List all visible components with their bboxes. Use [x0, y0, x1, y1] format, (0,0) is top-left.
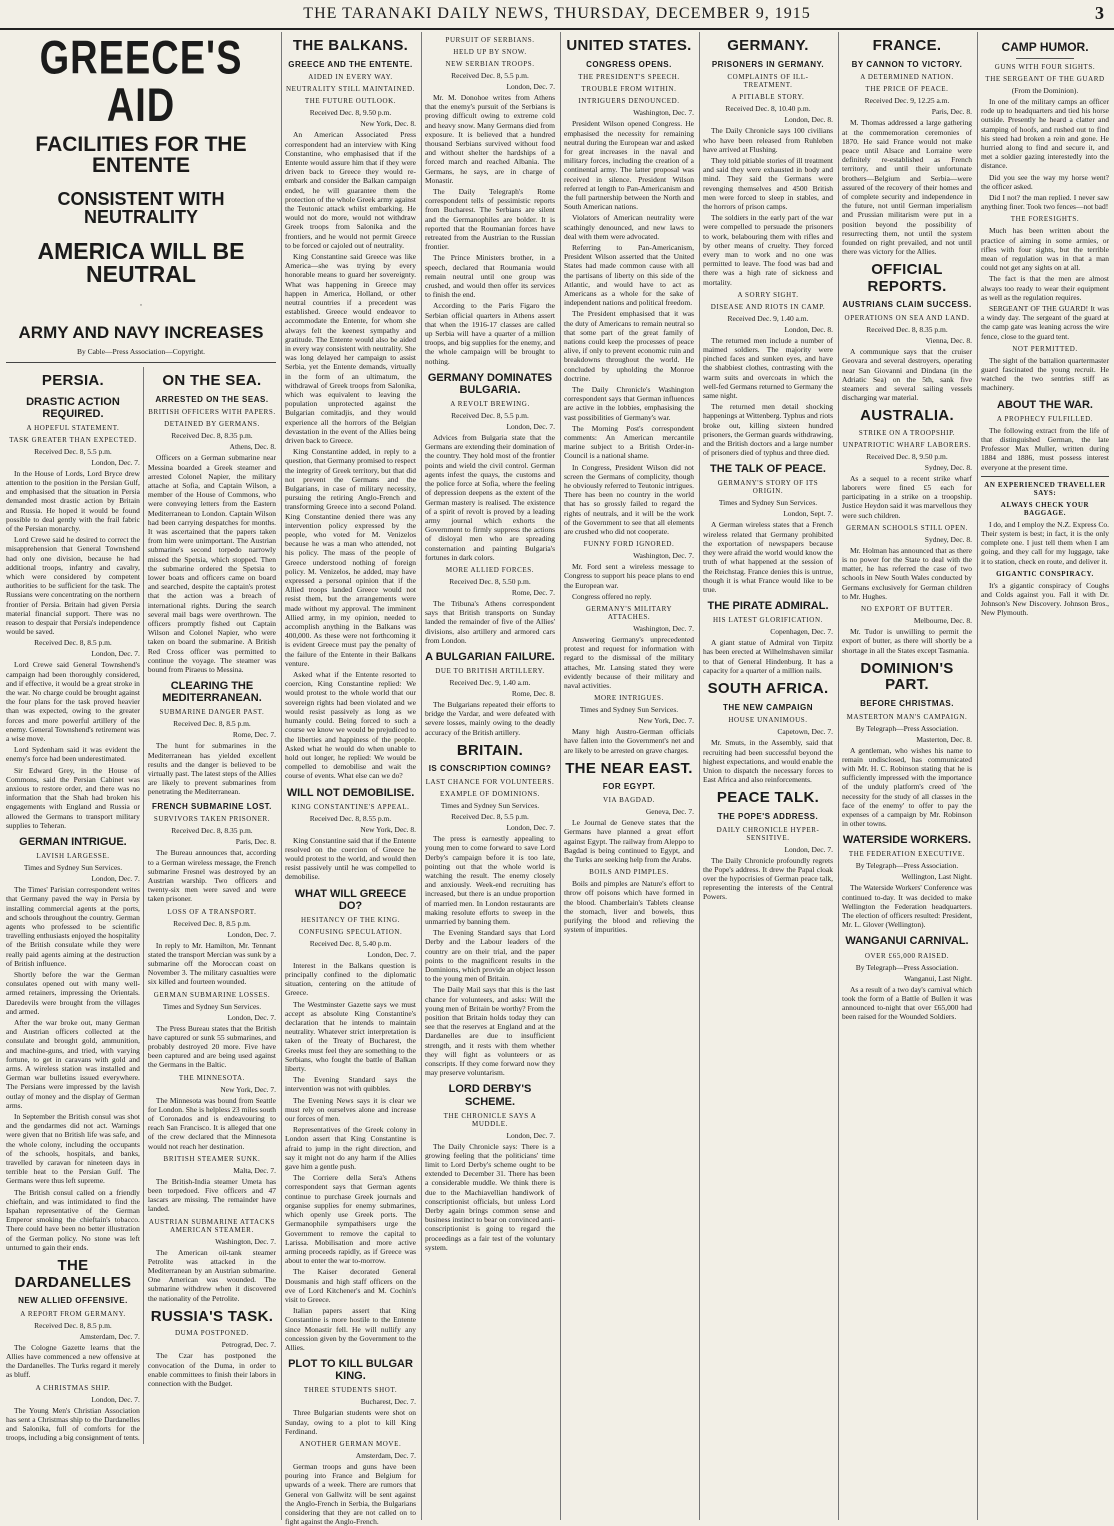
- ad-traveller: AN EXPERIENCED TRAVELLER SAYS:: [984, 480, 1106, 497]
- sub-sorry: A SORRY SIGHT.: [737, 290, 799, 299]
- sub-hopeful: A HOPEFUL STATEMENT.: [26, 423, 120, 432]
- sub-sergeant: THE SERGEANT OF THE GUARD: [985, 75, 1105, 83]
- paragraph: The Young Men's Christian Association has sent a Christmas ship to the Dardanelles and Salonika, full of comforts for the troops, including a big consignment of tents.: [6, 1405, 140, 1443]
- paragraph: The Evening Standard says the intervention was not with quibbles.: [285, 1075, 416, 1094]
- dateline: London, Dec. 7.: [227, 929, 276, 939]
- sub-pursuit: PURSUIT OF SERBIANS.: [445, 36, 535, 44]
- heading-pope: THE POPE'S ADDRESS.: [717, 811, 819, 821]
- dateline: London, Dec. 7.: [367, 949, 416, 959]
- divider: [981, 476, 1109, 477]
- masthead: [0, 0, 1114, 30]
- dateline: London, Dec. 7.: [506, 823, 555, 833]
- sub-report: A REPORT FROM GERMANY.: [20, 1309, 126, 1318]
- sub-appeal: KING CONSTANTINE'S APPEAL.: [291, 802, 410, 811]
- column-7: [838, 32, 975, 1520]
- sub-confusing: CONFUSING SPECULATION.: [298, 927, 403, 936]
- received-line: Received Dec. 9, 1.40 a.m.: [449, 678, 531, 688]
- heading-waterside: WATERSIDE WORKERS.: [842, 834, 972, 847]
- paragraph: The Bulgarians repeated their efforts to bridge the Vardar, and were defeated with severe losses, mainly owing to the deadly accuracy of the British artillery.: [425, 700, 555, 737]
- heading-south-africa: SOUTH AFRICA.: [707, 680, 829, 698]
- paragraph: In reply to Mr. Hamilton, Mr. Tennant stated the transport Mercian was sunk by a submarine off the Moroccan coast on November 3. The military casualties were six killed and fourteen wounded.: [147, 940, 276, 987]
- sub-hesitancy: HESITANCY OF THE KING.: [301, 915, 400, 924]
- paragraph: A giant statue of Admiral von Tirpitz has been erected at Wilhelmshaven similar to that of General Hindenburg. It has a capacity for a quarter of a million nails.: [703, 638, 833, 675]
- sub-house: HOUSE UNANIMOUS.: [728, 716, 808, 725]
- paragraph: Italian papers assert that King Constantine is more hostile to the Entente since Monastir fell. He will nullify any concession given by the Government to the Allies.: [285, 1306, 416, 1352]
- received-line: Received Dec. 8, 5.40 p.m.: [309, 938, 392, 948]
- paragraph: The Evening Standard says that Lord Derby and the Labour leaders of the country are on their trial, and the paper points to the magnificent results in the Dominions, which provide an object lesson to the young men of Britain.: [425, 928, 555, 984]
- sub-chronicle: DAILY CHRONICLE HYPER-SENSITIVE.: [716, 825, 820, 842]
- telegraph-line: By Telegraph—Press Association.: [855, 962, 959, 972]
- column-5: [560, 32, 697, 1520]
- sub-lavish: LAVISH LARGESSE.: [36, 852, 110, 861]
- heading-christmas: BEFORE CHRISTMAS.: [860, 698, 954, 708]
- heading-about-war: ABOUT THE WAR.: [997, 398, 1093, 411]
- received-line: Received Dec. 8, 9.50 p.m.: [866, 451, 948, 461]
- paragraph: The Czar has postponed the convocation of the Duma, in order to enable committees to finish their labors in connection with the Budget.: [147, 1351, 276, 1388]
- dateline: Geneva, Dec. 7.: [645, 807, 694, 817]
- heading-britain: BRITAIN.: [456, 741, 524, 759]
- headline-neutrality: CONSISTENT WITH NEUTRALITY: [57, 189, 225, 227]
- paragraph: Shortly before the war the German consulates opened out with many well-armed retainers, impressing the Orientals. Daredevils were brought from the villages and armed.: [6, 969, 140, 1016]
- sub-complaints: COMPLAINTS OF ILL-TREATMENT.: [727, 73, 809, 90]
- paragraph: The returned men include a number of maimed soldiers. The majority were pinched faces and sunken eyes, and have the shabbiest clothes, contrasting with the warm suits and overcoats in which the well-fed Germans returned to Germany the same night.: [703, 335, 833, 400]
- dateline: London, Dec. 7.: [506, 1130, 555, 1140]
- paragraph: In September the British consul was shot and the gendarmes did not act. Warnings were given that no British life was safe, and the whole colony, including the occupants of the schools, hospitals, and banks, travelled by caravan for nineteen days in terrible heat to the Persian Gulf. The Germans were thus left supreme.: [6, 1111, 140, 1186]
- sub-artillery: DUE TO BRITISH ARTILLERY.: [435, 667, 545, 676]
- column-8: [977, 32, 1112, 1520]
- column-6: [699, 32, 836, 1520]
- dateline: Malta, Dec. 7.: [233, 1165, 276, 1175]
- received-line: Received Dec. 8, 8.5 p.m.: [34, 1320, 112, 1330]
- paragraph: The Daily Chronicle says 100 civilians who have been released from Ruhleben have arrived at Flushing.: [703, 126, 833, 154]
- heading-derby: LORD DERBY'S SCHEME.: [448, 1083, 532, 1108]
- paragraph: The President emphasised that it was the duty of Americans to remain neutral so that some part of the great family of nations could keep the processes of peace alive, if only to prevent economic ruin and breakdowns throughout the world. He concluded by upholding the Monroe doctrine.: [564, 309, 694, 383]
- sub-schools: GERMAN SCHOOLS STILL OPEN.: [846, 523, 968, 532]
- paragraph: The Waterside Workers' Conference was continued to-day. It was decided to make Wellington the Federation headquarters. The election of officers resulted: President, Mr. L. Glover (Wellington).: [842, 883, 972, 930]
- sub-last-chance: LAST CHANCE FOR VOLUNTEERS.: [425, 778, 555, 787]
- paragraph: The Westminster Gazette says we must accept as absolute King Constantine's declaration that he intends to maintain neutrality. Whatever strict interpretation is taken of the Treaty of Bucharest, the Greeks must feel they are something to the Serbians, who fought the battle of Balkan liberty.: [285, 999, 416, 1074]
- ad-paragraph: It's a gigantic conspiracy of Coughs and Colds against you. Fall it with Dr. Johnson's New Discovery. Johnson Bros., New Plymouth.: [981, 580, 1109, 618]
- heading-camp-humor: CAMP HUMOR.: [1001, 40, 1089, 54]
- headline-greece-aid: GREECE'S AID: [39, 32, 243, 132]
- sub-wharf: UNPATRIOTIC WHARF LABORERS.: [842, 440, 972, 449]
- dateline: Rome, Dec. 7.: [511, 587, 555, 597]
- paragraph: The British consul called on a friendly chieftain, and was intimidated to find the Ispahan representative of the German Emperor smoking the chieftain's tobacco. There could have been no better illustration of the German policy. No stone was left unturned to gain their ends.: [6, 1187, 140, 1252]
- paragraph: The Daily Chronicle profoundly regrets the Pope's address. It drew the Papal cloak over the hypocrisies of German peace talk, representing the interests of the Central Powers.: [703, 855, 833, 902]
- paragraph: The hunt for submarines in the Mediterranean has yielded excellent results and the danger is believed to be virtually past. The latest steps of the Allies are likely to prevent submarines from penetrating the Mediterranean.: [147, 741, 276, 797]
- dateline: Bucharest, Dec. 7.: [360, 1397, 416, 1407]
- dateline: Washington, Dec. 7.: [633, 624, 694, 634]
- paragraph: The fact is that the men are almost always too ready to wear their equipment as well as the regulation requires.: [981, 274, 1109, 302]
- sub-duma: DUMA POSTPONED.: [174, 1329, 249, 1338]
- paragraph: The British-India steamer Umeta has been torpedoed. Five officers and 47 lascars are missing. The remainder have landed.: [147, 1176, 276, 1214]
- paragraph: M. Thomas addressed a large gathering at the commemoration ceremonies of 1870. He said France would not make peace until Alsace and Lorraine were definitely re-established as French territory, and until their unfortunate brothers—Belgium and Serbia—were assured of the recovery of their homes and of complete security and independence in the future, not until German imperialism and Prussian militarism were put in a position beyond the possibility of resurrecting them, not until the system founded on right prevailed, and not until there was victory for the Allies.: [842, 118, 972, 257]
- sub-chronicle: THE CHRONICLE SAYS A MUDDLE.: [443, 1111, 537, 1128]
- dateline: Amsterdam, Dec. 7.: [79, 1331, 140, 1341]
- column-4: [421, 32, 558, 1520]
- heading-plot: PLOT TO KILL BULGAR KING.: [288, 1358, 413, 1383]
- heading-wanganui: WANGANUI CARNIVAL.: [845, 935, 969, 948]
- paragraph: The press is earnestly appealing to young men to come forward to save Lord Derby's campaign before it is too late, pointing out that the whole world is watching the result. The enemy closely and anxiously. Week-end recruiting has increased, but there is an undue proportion of married men. In London restaurants are making resolute efforts to sweep in the unmarried by banning them.: [425, 834, 555, 926]
- dateline: Petrograd, Dec. 7.: [221, 1340, 276, 1350]
- paragraph: A German wireless states that a French wireless related that Germany prohibited the exportation of newspapers because they were afraid the world would know the truth of what happened at the session of the Reichstag. France denies this is untrue, though it is what France would like to be true.: [703, 520, 833, 594]
- column-3: [281, 32, 419, 1526]
- sub-loss: LOSS OF A TRANSPORT.: [167, 907, 257, 916]
- byline: By Cable—Press Association—Copyright.: [76, 347, 206, 356]
- source-line: (From the Dominion).: [1011, 86, 1079, 95]
- heading-dominion: DOMINION'S PART.: [860, 659, 954, 694]
- dateline: Washington, Dec. 7.: [215, 1236, 276, 1246]
- sub-export: NO EXPORT OF BUTTER.: [861, 605, 953, 614]
- heading-peace-talk-1: THE TALK OF PEACE.: [710, 463, 826, 476]
- paragraph: Answering Germany's unprecedented protest and request for information with regard to the dismissal of the military attaches, Mr. Lansing stated they were evidently because of their military and naval activities.: [564, 635, 694, 691]
- headline-army-navy: ARMY AND NAVY INCREASES: [18, 323, 264, 342]
- sub-new-troops: NEW SERBIAN TROOPS.: [445, 60, 535, 68]
- heading-official: OFFICIAL REPORTS.: [867, 261, 947, 295]
- heading-dardanelles: THE DARDANELLES: [14, 1257, 132, 1291]
- heading-conscription: IS CONSCRIPTION COMING?: [428, 764, 552, 774]
- paragraph: German troops and guns have been pouring into France and Belgium for upwards of a week. There are rumors that General von Gallwitz will be sent against the Anglo-French in Serbia, the Bulgarians considering that they are not called on to fight against the Anglo-French.: [285, 1461, 416, 1526]
- dateline: Wellington, Last Night.: [901, 872, 972, 882]
- paragraph: A gentleman, who wishes his name to remain undisclosed, has communicated with Mr. H. C. Robinson stating that he is sufficiently impressed with the importance of the unduly platform's creed of 'the necessity for the study of all classes in the face of the enemy' to offer to pay the expenses of a campaign by Mr. Robinson in other towns.: [842, 745, 972, 829]
- telegraph-line: By Telegraph—Press Association.: [855, 723, 959, 733]
- paragraph: Much has been written about the practice of aiming in some armies, or rifles with four sights, but the terrible mean of regulation was in that a man could not get any sights on at all.: [981, 226, 1109, 273]
- paragraph: Lord Crewe said General Townshend's campaign had been thoroughly considered, and if effective, it would be a great stroke in the war. No charge could be brought against the four plans for the task proved heavier than was expected, owing to the greater forces and more powerful artillery of the enemy. General Townshend's retirement was a wise move.: [6, 660, 140, 743]
- received-line: Received Dec. 8, 8.55 p.m.: [309, 813, 392, 823]
- paragraph: The Kaiser decorated General Dousmanis and high staff officers on the eve of Lord Kitchener's and M. Cochin's visit to Greece.: [285, 1267, 416, 1304]
- dateline: London, Dec. 7.: [91, 1394, 140, 1404]
- heading-france: FRANCE.: [872, 37, 942, 54]
- heading-us: UNITED STATES.: [566, 37, 692, 54]
- headline-america: AMERICA WILL BE NEUTRAL: [37, 238, 245, 287]
- sub-attaches: GERMANY'S MILITARY ATTACHES.: [585, 605, 673, 622]
- dateline: Wanganui, Last Night.: [904, 973, 972, 983]
- service-line: Times and Sydney Sun Services.: [162, 1001, 262, 1011]
- paragraph: The Daily Telegraph's Rome correspondent tells of pessimistic reports from Bucharest. The Serbians are silent and the Germanophiles are bolder. It is reported that the Roumanian forces have retreated from the Austrian to the Russian frontier.: [425, 187, 555, 252]
- sub-masterton: MASTERTON MAN'S CAMPAIGN.: [846, 712, 968, 721]
- paragraph: Three Bulgarian students were shot on Sunday, owing to a plot to kill King Ferdinand.: [285, 1408, 416, 1436]
- paragraph: King Constantine added, in reply to a question, that Germany promised to respect the integrity of Greek territory, but that did not prevent the Germans and the Bulgarians, in case of military necessity, pursuing the retiring Anglo-French and transforming Greece into a second Poland. King Constantine denied there was any intervention policy expressed by the people, who voted for M. Venizelos because he was a man who attended, not his policy. The mass of the people of Greece understood nothing of foreign policy. M. Venizelos, he added, may have expressed a personal opinion that if the Allied troops landed Greece would not resist them, but the arrangements were made without my approval. The imminent Allied army, in my opinion, needed to accomplish anything in the Balkans was 400,000. As these were not forthcoming it is evident Greece must pay the penalty of the failure of the Entente in their Balkans venture.: [285, 447, 416, 668]
- ad-luggage: ALWAYS CHECK YOUR BAGGAGE.: [1000, 500, 1090, 517]
- paragraph: Did I not? the man replied. I never saw anything finer. Took two fences—not bad!: [981, 193, 1109, 212]
- paragraph: King Constantine said Greece was like America—she was trying by every honorable means to guard her sovereignty. What was happening in Greece may happen in America, Holland, or other neutral countries if a precedent was established. Greece would endeavor to accommodate the Entente, for whom she always felt the keenest sympathy and gratitude. The Entente would also be aided in every way consistent with neutrality. She was long delayed her campaign to assist Serbia, yet the Entente demands, virtually in the form of an ultimatum, the withdrawal of Greek troops from Salonika, which was equivalent to leaving the population unprotected against the Bulgarian comitadjis, and they would experience all the horrors of the Belgian devastation in the event of the Allies being driven back to Greece.: [285, 251, 416, 445]
- received-line: Received Dec. 8, 5.5 p.m.: [451, 411, 529, 421]
- paragraph: The Corriere della Sera's Athens correspondent says that German agents continue to purchase Greek journals and organise supplies for enemy submarines, which openly use Greek ports. The Germanophile sympathisers urge the Government to remove the capital to Larissa. Mobilisation and more active arming proceeds rapidly, as if Greece was about to enter the war to-morrow.: [285, 1173, 416, 1266]
- paragraph: President Wilson opened Congress. He emphasised the necessity for remaining neutral during the European war and asked for great increases in the naval and military forces, including the creation of a continental army. The latter proposal was received in silence. President Wilson referred at length to Pan-Americanism and the full partnership between the North and South American nations.: [564, 119, 694, 212]
- dateline: Amsterdam, Dec. 7.: [355, 1450, 416, 1460]
- heading-drastic: DRASTIC ACTION REQUIRED.: [26, 395, 120, 420]
- headline-facilities: FACILITIES FOR THE ENTENTE: [35, 133, 247, 177]
- dateline: Melbourne, Dec. 8.: [913, 616, 972, 626]
- received-line: Received Dec. 8, 5.5 p.m.: [451, 71, 529, 80]
- masthead-title: THE TARANAKI DAILY NEWS, THURSDAY, DECEMBER 9, 1915: [303, 5, 811, 22]
- heading-australia: AUSTRALIA.: [860, 407, 954, 425]
- paragraph: The Daily Chronicle's Washington correspondent says that German influences are active in the lobbies, emphasising the vast possibilities of Germany's war.: [564, 384, 694, 422]
- separator-dot: ·: [139, 300, 143, 310]
- sub-detained: DETAINED BY GERMANS.: [164, 420, 260, 429]
- paragraph: The Cologne Gazette learns that the Allies have commenced a new offensive at the Dardanelles. The Turks regard it merely as bluff.: [6, 1342, 140, 1380]
- paragraph: In one of the military camps an officer rode up to headquarters and tied his horse outside. Presently he heard a clatter and stamping of hoofs, and rushed out to find his steed had broken a rein and gone. He hurried along to find and secure it, and met a soldier gazing interestedly into the distance.: [981, 97, 1109, 171]
- sub-aided: AIDED IN EVERY WAY.: [308, 73, 393, 82]
- heading-admiral: THE PIRATE ADMIRAL.: [707, 600, 829, 613]
- heading-what-greece: WHAT WILL GREECE DO?: [294, 887, 407, 912]
- dateline: New York, Dec. 8.: [360, 824, 416, 834]
- dateline: Copenhagen, Dec. 7.: [770, 627, 833, 637]
- dateline: Capetown, Dec. 7.: [777, 727, 833, 737]
- sub-federation: THE FEDERATION EXECUTIVE.: [848, 850, 966, 859]
- sub-officers: BRITISH OFFICERS WITH PAPERS.: [148, 408, 276, 417]
- sub-origin: GERMANY'S STORY OF ITS ORIGIN.: [717, 479, 819, 496]
- sub-intrigues: MORE INTRIGUES.: [594, 694, 664, 703]
- sub-neutrality: NEUTRALITY STILL MAINTAINED.: [285, 85, 416, 94]
- paragraph: Referring to Pan-Americanism, President Wilson asserted that the United States had made common cause with all the partisans of liberty on this side of the Atlantic, and would have to act as Americans as a whole for the sake of independent nations and political freedom.: [564, 242, 694, 308]
- paragraph: In Congress, President Wilson did not screen the Germans of complicity, though he obviously referred to Teutonic intrigues. There has been no country in the world that has so grossly failed to regard the rights of neutrals, and it will be the work of the Government to see that all elements are crushed who did not cooperate.: [564, 462, 694, 537]
- paragraph: In the House of Lords, Lord Bryce drew attention to the position in the Persian Gulf, and emphasised that the situation in Persia demanded most drastic action by Britain and Russia. He hoped it would be found possible to deal gently with the frail fabric of the Persian monarchy.: [6, 468, 140, 533]
- sub-shot: THREE STUDENTS SHOT.: [303, 1386, 398, 1395]
- sub-ford: FUNNY FORD IGNORED.: [583, 540, 675, 549]
- sub-guns: GUNS WITH FOUR SIGHTS.: [994, 63, 1096, 71]
- received-line: Received Dec. 8, 5.50 p.m.: [449, 576, 531, 586]
- sub-another: ANOTHER GERMAN MOVE.: [299, 1439, 402, 1448]
- paragraph: Congress offered no reply.: [572, 591, 652, 601]
- sub-steamer: BRITISH STEAMER SUNK.: [163, 1154, 261, 1163]
- heading-peace-talk: PEACE TALK.: [716, 789, 820, 807]
- sub-austrian: AUSTRIAN SUBMARINE ATTACKS AMERICAN STEAMER.: [148, 1217, 276, 1234]
- paragraph: Interest in the Balkans question is principally confined to the diplomatic situation, centering on the attitude of Greece.: [285, 960, 416, 998]
- received-line: Received Dec. 8, 8.5 p.m.: [173, 918, 251, 928]
- received-line: Received Dec. 8, 8.5 p.m.: [173, 719, 251, 729]
- paragraph: Mr. M. Donohoe writes from Athens that the enemy's pursuit of the Serbians is proving difficult owing to extreme cold and heavy snow. Many Germans died from exposure. It is believed that a hundred thousand Serbians survived without food and without shelter the hardships of a forced march and reached Albania. The Germans, he says, are in charge of Monastir.: [425, 93, 555, 185]
- heading-campaign: THE NEW CAMPAIGN: [722, 702, 814, 712]
- sub-survivors: SURVIVORS TAKEN PRISONER.: [153, 815, 271, 824]
- sub-operations: OPERATIONS ON SEA AND LAND.: [844, 314, 970, 323]
- sub-minnesota: THE MINNESOTA.: [178, 1073, 246, 1082]
- dateline: Rome, Dec. 8.: [511, 689, 555, 699]
- dateline: Sydney, Dec. 8.: [924, 462, 972, 472]
- sub-trouble: TROUBLE FROM WITHIN.: [581, 85, 677, 94]
- paragraph: Le Journal de Geneve states that the Germans have planned a great effort against Egypt. The railway from Aleppo to Bagdad is being continued to Egypt, and the Turks are seeking help from the Arabs.: [564, 818, 694, 864]
- paragraph: Mr. Tudor is unwilling to permit the export of butter, as there will shortly be a shortage in all the States except Tasmania.: [842, 627, 972, 655]
- sub-example: EXAMPLE OF DOMINIONS.: [440, 790, 540, 799]
- paragraph: Many high Austro-German officials have fallen into the Government's net and are likely to be arrested on grave charges.: [564, 727, 694, 755]
- sub-boils: BOILS AND PIMPLES.: [589, 868, 669, 877]
- dateline: London, Sept. 7.: [783, 509, 833, 519]
- paragraph: Boils and pimples are Nature's effort to throw off poisons which have formed in the blood. Chamberlain's Tablets cleanse the stomach, liver and bowels, thus purifying the blood and relieving the system of impurities.: [564, 879, 694, 935]
- paragraph: Asked what if the Entente resorted to coercion, King Constantine replied: We would protest to the whole world that our sovereign rights had been violated and we would resist passively as long as we humanly could. Being forced to such a course we know we would be prejudiced to the liberties and happiness of the people. Asked what he would do when unable to hold out longer, he replied: We would be compelled to demobilise and wait the course of events. What else can we do?: [285, 670, 416, 781]
- sub-price: THE PRICE OF PEACE.: [865, 85, 949, 94]
- paragraph: The Times' Parisian correspondent writes that Germany paved the way in Persia by installing commercial agents at the ports, and schools throughout the country. German agents who professed to be scientific travelling enthusiasts enjoyed the hospitality of the British consulate while they were really paid agents aiming at the destruction of British influence.: [6, 885, 140, 968]
- paragraph: They told pitiable stories of ill treatment and said they were exhausted in body and mind. They said the Germans were revenging themselves and 4500 British men were forced to sleep in stables, and the horrors of prison camps.: [703, 155, 833, 211]
- sub-revolt: A REVOLT BREWING.: [450, 400, 530, 409]
- heading-on-the-sea: ON THE SEA.: [162, 372, 262, 389]
- paragraph: The Tribuna's Athens correspondent says that British transports on Sunday landed the remainder of five of the Allies' divisions, also artillery and armored cars from London.: [425, 598, 555, 645]
- received-line: Received Dec. 8, 5.5 p.m.: [34, 446, 112, 456]
- dateline: London, Dec. 7.: [91, 874, 140, 884]
- service-line: Times and Sydney Sun Services.: [440, 801, 540, 811]
- heading-entente: GREECE AND THE ENTENTE.: [288, 59, 413, 69]
- paragraph: Mr. Smuts, in the Assembly, said that recruiting had been successful beyond the highest expectations, and would enable the Union to dispatch the necessary forces to East Africa and also reinforcements.: [703, 738, 833, 785]
- paragraph: As a result of a two day's carnival which took the form of a Battle of Bullen it was announced to-night that over £65,000 had been raised for the Wounded Soldiers.: [842, 984, 972, 1022]
- sub-task: TASK GREATER THAN EXPECTED.: [9, 435, 137, 444]
- sub-snow: HELD UP BY SNOW.: [453, 48, 527, 56]
- received-line: Received Dec. 9, 1.40 a.m.: [727, 313, 809, 323]
- paragraph: The Bureau announces that, according to a German wireless message, the French submarine Fresnel was destroyed by an Austrian warship. Two officers and twenty-six men were saved and were taken prisoner.: [147, 848, 276, 904]
- heading-french-sub: FRENCH SUBMARINE LOST.: [152, 801, 272, 811]
- sub-prophecy: A PROPHECY FULFILLED.: [996, 414, 1094, 423]
- paragraph: The Press Bureau states that the British have captured or sunk 55 submarines, and probably destroyed 20 more. Five have been captured and are being used against the Germans in the Baltic.: [147, 1023, 276, 1070]
- dateline: New York, Dec. 7.: [638, 716, 694, 726]
- paragraph: King Constantine said that if the Entente resolved on the coercion of Greece he would protest to the world, and would then resist passively until he was compelled to demobilise.: [285, 835, 416, 882]
- dateline: London, Dec. 7.: [91, 457, 140, 467]
- service-line: Times and Sydney Sun Services.: [718, 498, 818, 508]
- paragraph: After the war broke out, many German and Austrian officers collected at the consulate and brought gold, ammunition, and machine-guns, and tried, with varying fortune, to get in caravans with gold and arms. A wireless station was installed and German war bulletins issued everywhere. The Persians were impressed by the lavish outlay of money and the display of German arms.: [6, 1017, 140, 1110]
- dateline: London, Dec. 8.: [784, 324, 833, 334]
- paragraph: According to the Paris Figaro the Serbian official quarters in Athens assert that when the 1916-17 classes are called up Serbia will have a quarter of a million troops, and big supplies for the enemy, and the whole campaign will be brought to nothing.: [425, 301, 555, 366]
- paragraph: The sight of the battalion quartermaster guard fascinated the young recruit. He watched the two sentries stiff as machinery.: [981, 355, 1109, 393]
- divider: [6, 362, 276, 363]
- col1-split: [6, 367, 276, 1444]
- sub-speech: THE PRESIDENT'S SPEECH.: [578, 73, 680, 82]
- dateline: Rome, Dec. 7.: [232, 730, 276, 740]
- received-line: Received Dec. 8, 5.5 p.m.: [451, 812, 529, 822]
- sub-glorification: HIS LATEST GLORIFICATION.: [713, 616, 823, 625]
- paragraph: An American Associated Press correspondent had an interview with King Constantine, who emphasised that if the Entente would assure him that if they were driven back to Greece they would re-embark and consider the Balkan campaign ended, he will guarantee them the protection of the whole Greek army against the Teutonic attack whilst embarking. He would not do more, would not withdraw Greek troops from Salonika and the frontiers, and he would not permit Greece to be forced or cajoled out of neutrality.: [285, 130, 416, 250]
- col2-embedded: [148, 367, 276, 1444]
- dateline: Masterton, Dec. 8.: [916, 734, 972, 744]
- ad-paragraph: I do, and I employ the N.Z. Express Co. Their system is best; in fact, it is the only complete one. I just tell them when I am going, and they call for my luggage, take it to station, check en route, and deliver it.: [981, 519, 1109, 566]
- dateline: Washington, Dec. 7.: [633, 551, 694, 561]
- sub-outlook: THE FUTURE OUTLOOK.: [304, 97, 397, 106]
- heading-new-offensive: NEW ALLIED OFFENSIVE.: [18, 1296, 128, 1306]
- heading-clearing: CLEARING THE MEDITERRANEAN.: [162, 680, 262, 705]
- heading-dominates: GERMANY DOMINATES BULGARIA.: [427, 371, 553, 396]
- column-1: [3, 32, 279, 1520]
- paragraph: Representatives of the Greek colony in London assert that King Constantine is afraid to jump in the right direction, and say it might not do any harm if the Allies gave him a gentle push.: [285, 1125, 416, 1172]
- paragraph: As a sequel to a recent strike wharf laborers were fined £5 each for participating in a strike on a troopship. Justice Heydon said it was marvellous they were such children.: [842, 473, 972, 520]
- paragraph: The Minnesota was bound from Seattle for London. She is helpless 23 miles south of Coronados and is endeavouring to reach San Francisco. It is alleged that one of the crew declared that the Minnesota would not reach her destination.: [147, 1095, 276, 1151]
- paragraph: Mr. Holman has announced that as there is no power for the State to deal with the matter, he has referred the case of two schools in New South Wales conducted by Germans exclusively for German children to Mr. Hughes.: [842, 545, 972, 601]
- dateline: Paris, Dec. 8.: [931, 107, 972, 117]
- dateline: Vienna, Dec. 8.: [925, 336, 972, 346]
- paragraph: The following extract from the life of that distinguished German, the late Professor Max Muller, written during 1884 and 1886, must possess interest everyone at the present time.: [981, 425, 1109, 472]
- ad-gigantic: GIGANTIC CONSPIRACY.: [996, 569, 1094, 578]
- service-line: Times and Sydney Sun Services.: [579, 705, 679, 715]
- page-number: 3: [1095, 3, 1104, 23]
- received-line: Received Dec. 8, 8.5 p.m.: [34, 638, 112, 648]
- sub-ger-losses: GERMAN SUBMARINE LOSSES.: [153, 990, 271, 999]
- paragraph: The soldiers in the early part of the war were compelled to persuade the prisoners to work, belabouring them with rifles and by other means of cruelty. They forced every man to work and no one was permitted to leave. The food was bad and there was a high rate of sickness and mortality.: [703, 213, 833, 287]
- paragraph: Lord Crewe said he desired to correct the misapprehension that General Townshend had only one division, because he had additional troops, infantry and cavalry, which were considered by competent authorities to be sufficient for the task. The Russians were concentrating on the northern frontier of Persia. Britain had given Persia material financial support. There was no reason to despair that Persia's independence would be saved.: [6, 535, 140, 637]
- heading-egypt: FOR EGYPT.: [602, 782, 656, 792]
- dateline: Paris, Dec. 8.: [235, 837, 276, 847]
- paragraph: The Daily Mail says that this is the last chance for volunteers, and asks: Will the young men of Britain be worthy? From the position that Britain holds today they can see that the reserves at England and at the Dardanelles are due to insufficient strength, and it rests with them whether they will fight as volunteers or as conscripts. If they come forward now they may preserve voluntarism.: [425, 985, 555, 1078]
- paragraph: The Daily Chronicle says: There is a growing feeling that the politicians' time limit to Lord Derby's scheme ought to be extended to December 31. There has been a considerable muddle. We think there is due to the Machiavellian handiwork of conscriptionist officials, but unless Lord Derby again brings common sense and business instinct to bear on convinced anti-conscriptionist is going to regard the proceedings as a fair test of the voluntary system.: [425, 1141, 555, 1252]
- paragraph: The Morning Post's correspondent comments: An American mercantile marine subject to a British Order-in-Council is a national shame.: [564, 423, 694, 461]
- heading-austrians: AUSTRIANS CLAIM SUCCESS.: [842, 300, 972, 310]
- dateline: London, Dec. 7.: [784, 844, 833, 854]
- sub-raised: OVER £65,000 RAISED.: [864, 951, 950, 960]
- dateline: Sydney, Dec. 8.: [924, 534, 972, 544]
- paragraph: The American oil-tank steamer Petrolite was attacked in the Mediterranean by an Austrian submarine. One American was wounded. The submarine withdrew when it discovered the nationality of the Petrolite.: [147, 1247, 276, 1303]
- paragraph: Did you see the way my horse went? the officer asked.: [981, 172, 1109, 191]
- paragraph: Sir Edward Grey, in the House of Commons, said the Persian Cabinet was anxious to restore order, and there was no information that the Shah had broken his engagements with England and Russia or allowed the Germans to transport military supplies to Teheran.: [6, 765, 140, 830]
- heading-arrested: ARRESTED ON THE SEAS.: [155, 394, 269, 404]
- received-line: Received Dec. 8, 8.35 p.m.: [866, 325, 948, 335]
- paragraph: A communique says that the cruiser Geovara and several destroyers, operating near San Giovanni and Dindana (in the Adriatic Sea) on the 5th, sank five steamers and several sailing vessels discharging war material.: [842, 347, 972, 403]
- sub-pitiable: A PITIABLE STORY.: [731, 93, 805, 102]
- paragraph: SERGEANT OF THE GUARD! It was a windy day. The sergeant of the guard at the camp gate was leaning across the wire fence, close to the guard tent.: [981, 304, 1109, 341]
- paragraph: The returned men detail shocking happenings at Wittenberg. Typhus and riots broke out, killing sixteen hundred prisoners, the German guards withdrawing, and the British doctors and a large number of prisoners died of typhus and three died.: [703, 402, 833, 458]
- heading-prisoners: PRISONERS IN GERMANY.: [711, 59, 825, 69]
- sub-bagdad: VIA BAGDAD.: [602, 796, 656, 805]
- heading-demobilise: WILL NOT DEMOBILISE.: [286, 786, 415, 799]
- dateline: London, Dec. 7.: [91, 649, 140, 659]
- received-line: Received Dec. 8, 8.35 p.m.: [171, 431, 253, 441]
- sub-disease: DISEASE AND RIOTS IN CAMP.: [710, 302, 826, 311]
- paragraph: Officers on a German submarine near Messina boarded a Greek steamer and arrested Colonel Napier, the military attache at Sofia, and Captain Wilson, a member of the House of Commons, who were conveying letters from the Eastern Mediterranean to London. Captain Wilson had been carrying despatches for months. It was ascertained that the papers taken from him were unimportant. The Austrian submarine's second torpedo narrowly missed the Spetsia, which stopped. Then the submarine ordered the Spetsia to lower boats and officers came on board and searched, despite the captain's protest that the action was a breach of international rights. During the search several mail bags were overthrown. The officers promptly fished out Captain Wilson and Colonel Napier, who were taken on board the submarine. A British Red Cross officer was permitted to continue the voyage. The steamer was bound from Piraeus to Messina.: [147, 453, 276, 674]
- heading-russia: RUSSIA'S TASK.: [150, 1307, 274, 1325]
- dateline: London, Dec. 7.: [506, 82, 555, 91]
- sub-intriguers: INTRIGUERS DENOUNCED.: [578, 97, 680, 106]
- dateline: Washington, Dec. 7.: [633, 108, 694, 118]
- heading-germany: GERMANY.: [727, 37, 809, 54]
- sub-strike: STRIKE ON A TROOPSHIP.: [858, 428, 956, 437]
- received-line: Received Dec. 8, 10.40 p.m.: [725, 104, 811, 114]
- heading-cannon: BY CANNON TO VICTORY.: [851, 59, 963, 69]
- dateline: Athens, Dec. 8.: [229, 442, 276, 452]
- sub-nation: A DETERMINED NATION.: [860, 73, 954, 82]
- received-line: Received Dec. 8, 8.35 p.m.: [171, 826, 253, 836]
- sub-christmas-ship: A CHRISTMAS SHIP.: [35, 1383, 111, 1392]
- dateline: London, Dec. 7.: [227, 1012, 276, 1022]
- sub-not-permitted: NOT PERMITTED.: [1012, 344, 1078, 353]
- dateline: New York, Dec. 7.: [220, 1084, 276, 1094]
- heading-persia: PERSIA.: [41, 372, 105, 389]
- paragraph: Advices from Bulgaria state that the Germans are extending their domination of the country. They hold most of the frontier points and wield the civil control. German agents infest the quays, the customs and the police force at Sofia, where the feeling of depression deepens as the extent of the German mastery is realised. The existence of a spirit of revolt is proved by a leading army journal which exhorts the Government to firmly suppress the actions of disloyal men who are spreading consternation and painting Bulgaria's fortunes in dark colors.: [425, 433, 555, 562]
- divider: [1016, 58, 1074, 59]
- dateline: London, Dec. 8.: [784, 115, 833, 125]
- sub-danger: SUBMARINE DANGER PAST.: [159, 708, 265, 717]
- received-line: Received Dec. 8, 9.50 p.m.: [309, 108, 392, 118]
- paragraph: Mr. Ford sent a wireless message to Congress to support his peace plans to end the European war.: [564, 562, 694, 590]
- heading-failure: A BULGARIAN FAILURE.: [425, 650, 555, 663]
- sub-foresights: THE FORESIGHTS.: [1010, 215, 1080, 224]
- dateline: London, Dec. 7.: [506, 422, 555, 432]
- heading-balkans: THE BALKANS.: [292, 37, 409, 54]
- heading-congress: CONGRESS OPENS.: [586, 59, 672, 69]
- heading-intrigue: GERMAN INTRIGUE.: [19, 836, 127, 848]
- paragraph: Lord Sydenham said it was evident the enemy's force had been underestimated.: [6, 745, 140, 764]
- paragraph: The Prince Ministers brother, in a speech, declared that Roumania would remain neutral until one group was crushed, and would then offer its services to finish the end.: [425, 253, 555, 300]
- heading-near-east: THE NEAR EAST.: [565, 759, 693, 777]
- paragraph: Violators of American neutrality were scathingly denounced, and new laws to deal with them were advocated.: [564, 213, 694, 241]
- service-line: Times and Sydney Sun Services.: [23, 863, 123, 873]
- dateline: New York, Dec. 8.: [360, 119, 416, 129]
- col1-left: [6, 367, 144, 1444]
- paragraph: The Evening News says it is clear we must rely on ourselves alone and increase our forces of men.: [285, 1095, 416, 1124]
- sub-more-allied: MORE ALLIED FORCES.: [445, 565, 535, 574]
- received-line: Received Dec. 9, 12.25 a.m.: [864, 96, 950, 106]
- telegraph-line: By Telegraph—Press Association.: [855, 861, 959, 871]
